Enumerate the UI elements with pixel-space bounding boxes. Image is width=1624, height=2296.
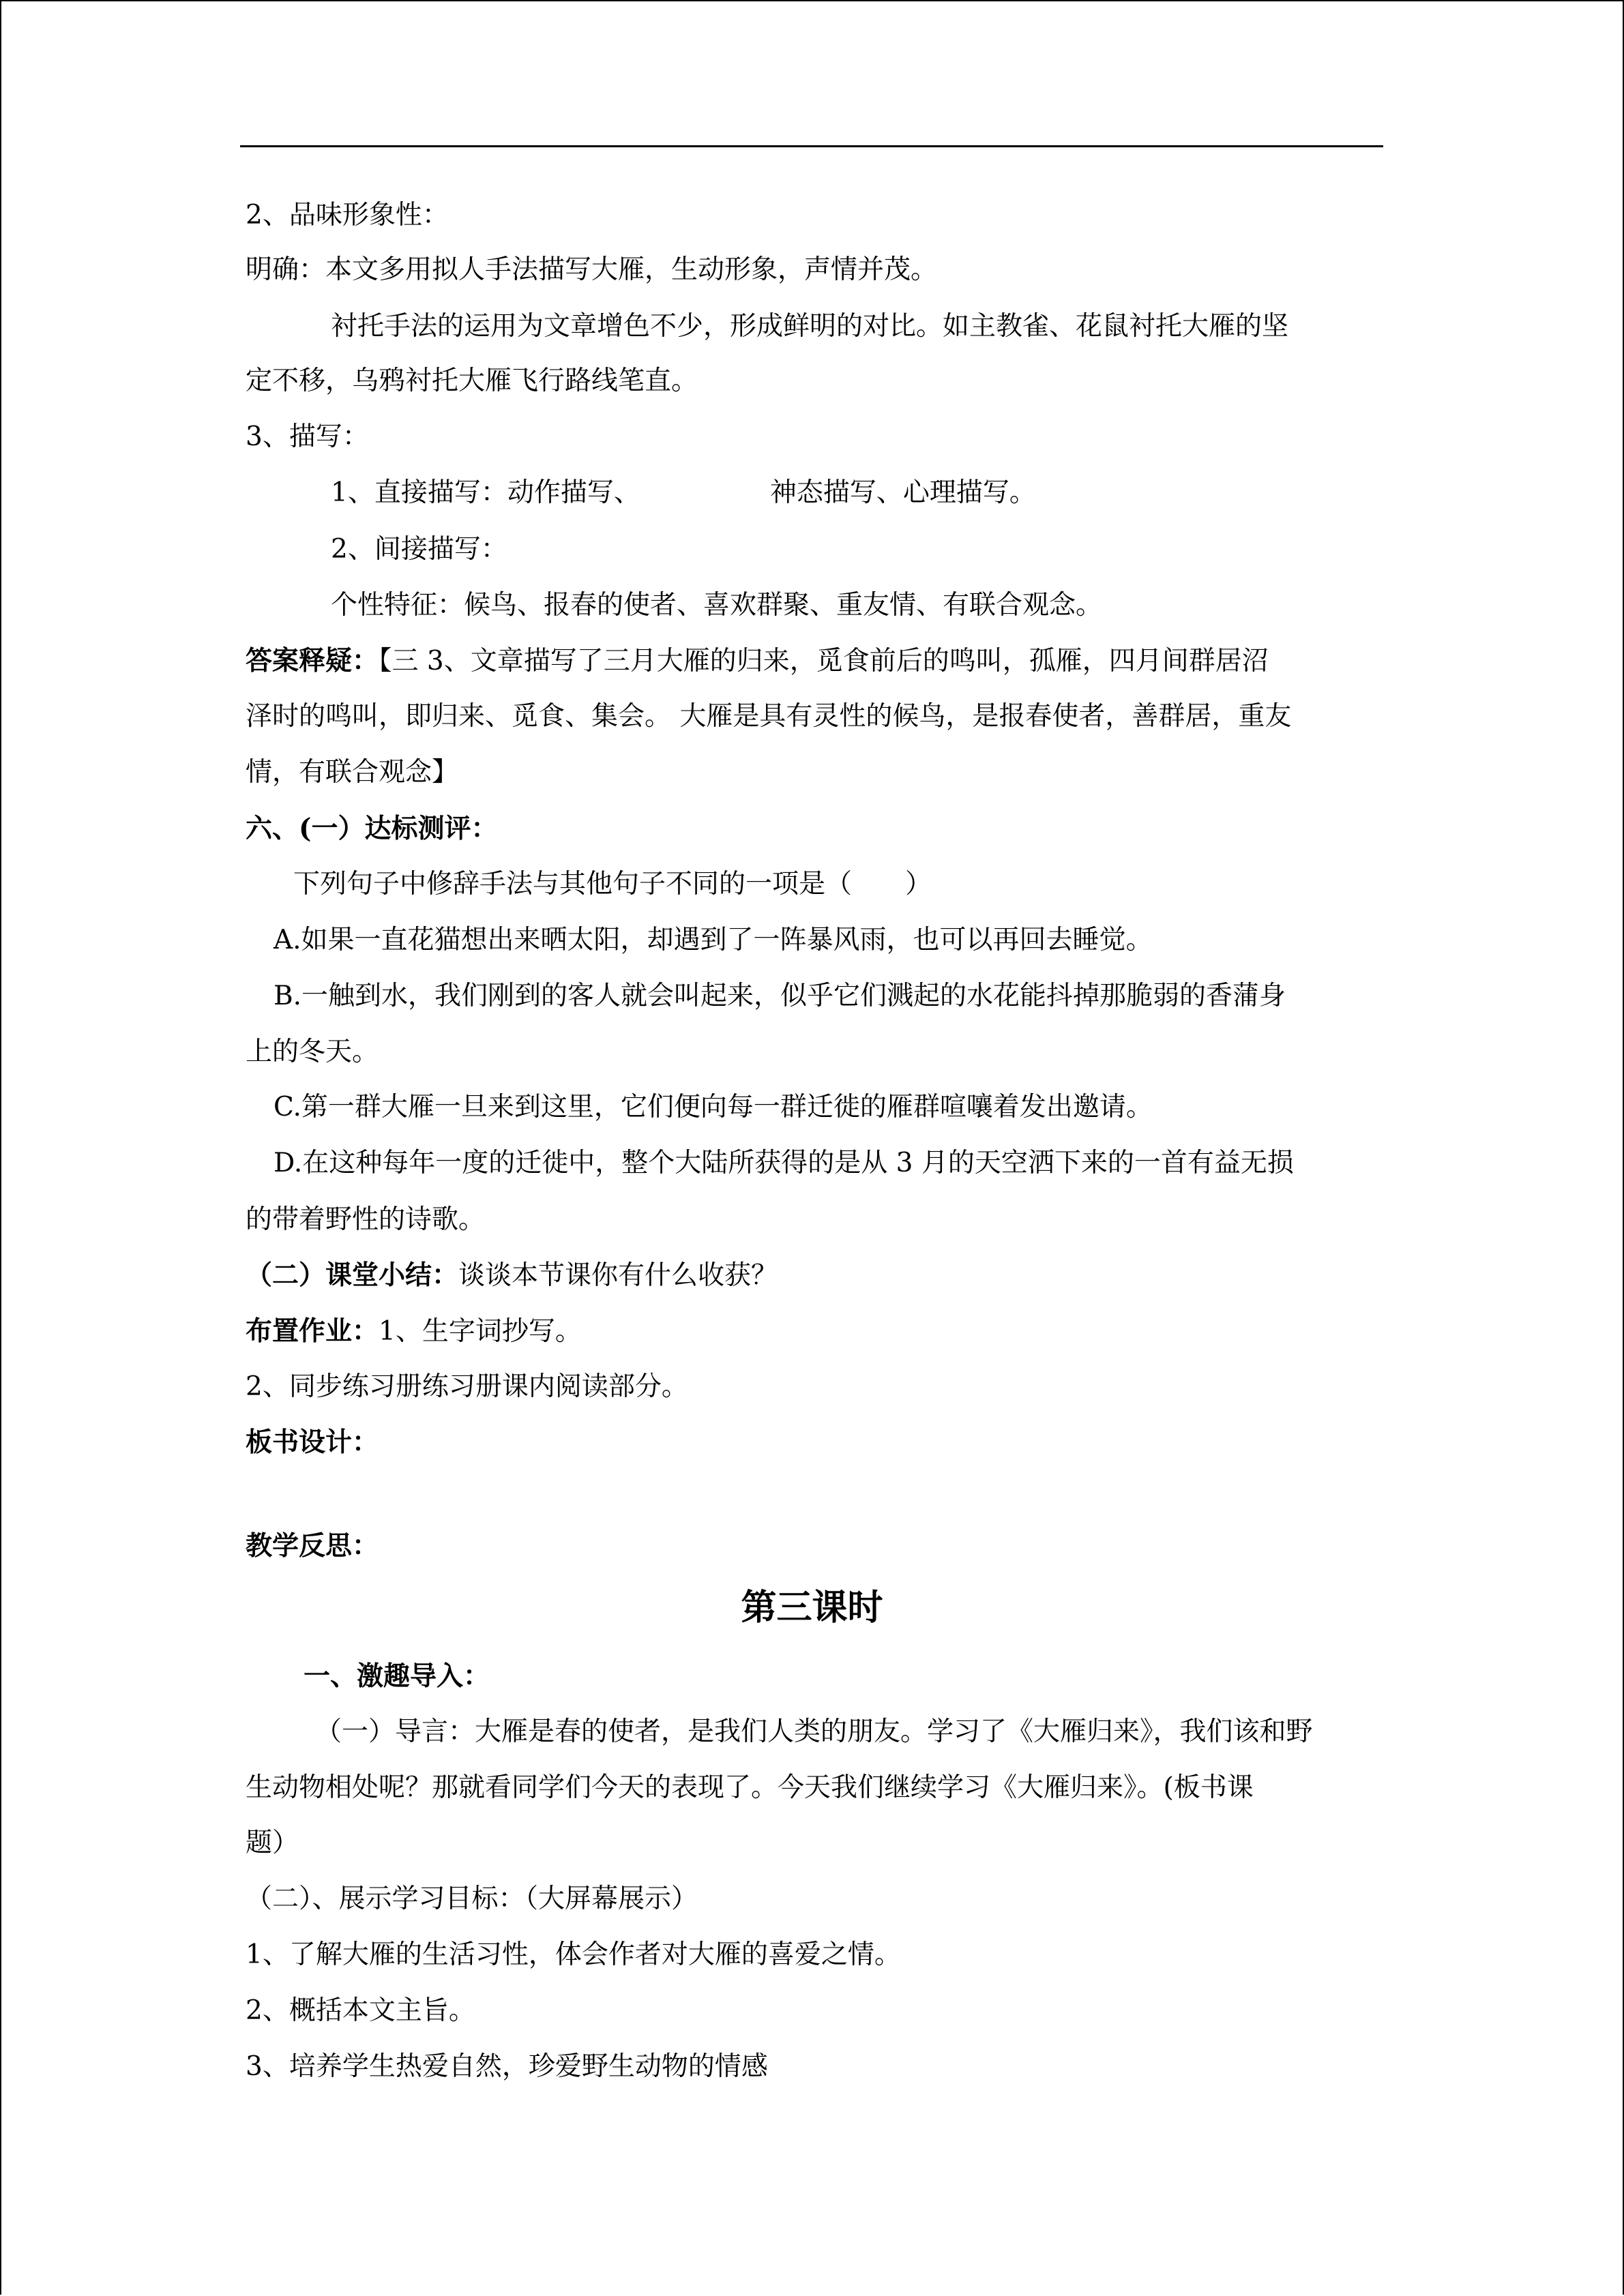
text-line: 衬托手法的运用为文章增色不少，形成鲜明的对比。如主教雀、花鼠衬托大雁的坚 bbox=[331, 311, 1289, 342]
direct-description: 1、直接描写：动作描写、 bbox=[331, 477, 640, 508]
lesson-title: 第三课时 bbox=[741, 1587, 883, 1628]
text-line: 生动物相处呢？那就看同学们今天的表现了。今天我们继续学习《大雁归来》。(板书课 bbox=[246, 1772, 1254, 1803]
option-c: C.第一群大雁一旦来到这里，它们便向每一群迁徙的雁群喧嚷着发出邀请。 bbox=[274, 1092, 1153, 1122]
text-line: 2、品味形象性： bbox=[246, 200, 449, 230]
text-line: 的带着野性的诗歌。 bbox=[246, 1204, 486, 1235]
text-line: 3、描写： bbox=[246, 421, 369, 452]
text-line bbox=[331, 477, 1036, 509]
text-line: （二）、展示学习目标：（大屏幕展示） bbox=[246, 1883, 698, 1914]
section-heading: 一、激趣导入： bbox=[304, 1660, 490, 1692]
section-heading: 六、(一）达标测评： bbox=[246, 813, 498, 844]
text-line: （一）导言：大雁是春的使者，是我们人类的朋友。学习了《大雁归来》，我们该和野 bbox=[315, 1716, 1313, 1747]
text-line: 定不移，乌鸦衬托大雁飞行路线笔直。 bbox=[246, 366, 698, 396]
text-line: 2、概括本文主旨。 bbox=[246, 1995, 475, 2026]
text-line: 题） bbox=[246, 1828, 299, 1858]
text-line bbox=[246, 1259, 778, 1292]
answer-label: 答案释疑： bbox=[246, 645, 379, 676]
reflection-label: 教学反思： bbox=[246, 1530, 379, 1562]
text-line: 1、了解大雁的生活习性，体会作者对大雁的喜爱之情。 bbox=[246, 1939, 901, 1970]
text-line: 情，有联合观念】 bbox=[246, 757, 459, 788]
board-design-label: 板书设计： bbox=[246, 1427, 379, 1458]
text-line: 明确：本文多用拟人手法描写大雁，生动形象，声情并茂。 bbox=[246, 254, 938, 285]
header-rule bbox=[240, 145, 1383, 147]
text-line: 2、同步练习册练习册课内阅读部分。 bbox=[246, 1371, 688, 1402]
text-line: 泽时的鸣叫，即归来、觅食、集会。 大雁是具有灵性的候鸟，是报春使者，善群居，重友 bbox=[246, 701, 1292, 732]
option-d: D.在这种每年一度的迁徙中，整个大陆所获得的是从 3 月的天空洒下来的一首有益无损 bbox=[274, 1148, 1294, 1178]
option-b: B.一触到水，我们刚到的客人就会叫起来，似乎它们溅起的水花能抖掉那脆弱的香蒲身 bbox=[274, 981, 1286, 1011]
summary-label: （二）课堂小结： bbox=[246, 1259, 459, 1291]
homework-label: 布置作业： bbox=[246, 1315, 379, 1347]
homework-text: 1、生字词抄写。 bbox=[379, 1316, 582, 1347]
question-stem: 下列句子中修辞手法与其他句子不同的一项是（ ） bbox=[293, 869, 932, 899]
text-line: 上的冬天。 bbox=[246, 1037, 379, 1067]
expression-description: 神态描写、心理描写。 bbox=[769, 477, 1036, 508]
text-line: 2、间接描写： bbox=[331, 534, 507, 565]
summary-text: 谈谈本节课你有什么收获？ bbox=[458, 1260, 778, 1291]
text-line bbox=[246, 644, 1269, 678]
answer-text: 【三 3、文章描写了三月大雁的归来，觅食前后的鸣叫，孤雁，四月间群居沼 bbox=[379, 646, 1269, 676]
text-line: 3、培养学生热爱自然，珍爱野生动物的情感 bbox=[246, 2051, 768, 2082]
text-line: 个性特征：候鸟、报春的使者、喜欢群聚、重友情、有联合观念。 bbox=[331, 590, 1103, 621]
text-line bbox=[246, 1315, 582, 1348]
option-a: A.如果一直花猫想出来晒太阳，却遇到了一阵暴风雨，也可以再回去睡觉。 bbox=[274, 925, 1153, 955]
